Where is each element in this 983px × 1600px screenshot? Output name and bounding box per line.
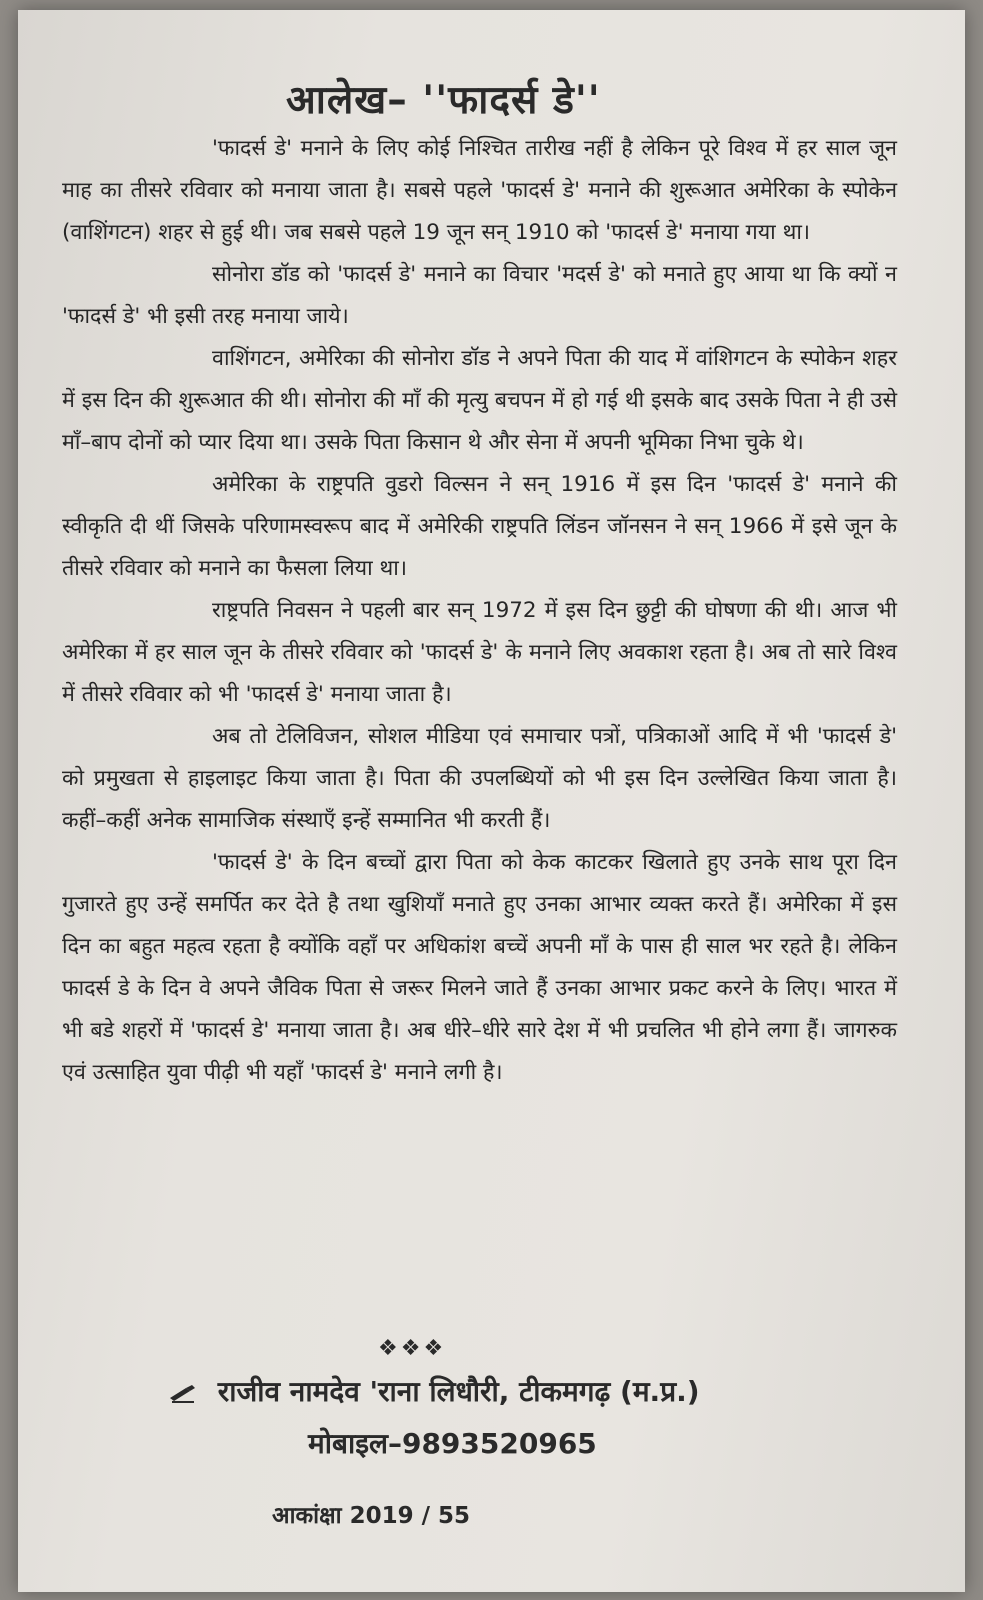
paragraph-6: अब तो टेलिविजन, सोशल मीडिया एवं समाचार पत्रों, पत्रिकाओं आदि में भी 'फादर्स डे' को प्रमुखता से हाइलाइट किया जाता है। पिता की उपलब्धियों को भी इस दिन उल्लेखित किया जाता है। कहीं–कहीं अनेक सामाजिक संस्थाएँ इन्हें सम्मानित भी करती हैं। (62, 724, 897, 833)
paragraph-7: 'फादर्स डे' के दिन बच्चों द्वारा पिता को केक काटकर खिलाते हुए उनके साथ पूरा दिन गुजारते हुए उन्हें समर्पित कर देते है तथा खुशियाँ मनाते हुए उनका आभार व्यक्त करते हैं। अमेरिका में इस दिन का बहुत महत्व रहता है क्योंकि वहाँ पर अधिकांश बच्चें अपनी माँ के पास ही साल भर रहते है। लेकिन फादर्स डे के दिन वे अपने जैविक पिता से जरूर मिलने जाते हैं उनका आभार प्रकट करने के लिए। भारत में भी बडे शहरों में 'फादर्स डे' मनाया जाता है। अब धीरे–धीरे सारे देश में भी प्रचलित भी होने लगा हैं। जागरुक एवं उत्साहित युवा पीढ़ी भी यहाँ 'फादर्स डे' मनाने लगी है। (62, 850, 897, 1085)
article-body (62, 128, 897, 1094)
paragraph-1: 'फादर्स डे' मनाने के लिए कोई निश्चित तारीख नहीं है लेकिन पूरे विश्व में हर साल जून माह का तीसरे रविवार को मनाया जाता है। सबसे पहले 'फादर्स डे' मनाने की शुरूआत अमेरिका के स्पोकेन (वाशिंगटन) शहर से हुई थी। जब सबसे पहले 19 जून सन् 1910 को 'फादर्स डे' मनाया गया था। (62, 136, 897, 245)
section-ornament: ❖❖❖ (378, 1336, 447, 1361)
author-line (168, 1372, 700, 1410)
author-name: राजीव नामदेव 'राना लिधौरी, टीकमगढ़ (म.प्र.) (217, 1375, 700, 1408)
article-title: आलेख– ''फादर्स डे'' (286, 78, 601, 123)
book-page (18, 10, 965, 1592)
paragraph-3: वाशिंगटन, अमेरिका की सोनोरा डॉड ने अपने पिता की याद में वांशिगटन के स्पोकेन शहर में इस दिन की शुरूआत की थी। सोनोरा की माँ की मृत्यु बचपन में हो गई थी इसके बाद उसके पिता ने ही उसे माँ–बाप दोनों को प्यार दिया था। उसके पिता किसान थे और सेना में अपनी भूमिका निभा चुके थे। (62, 346, 897, 455)
paragraph-5: राष्ट्रपति निवसन ने पहली बार सन् 1972 में इस दिन छुट्टी की घोषणा की थी। आज भी अमेरिका में हर साल जून के तीसरे रविवार को 'फादर्स डे' के मनाने लिए अवकाश रहता है। अब तो सारे विश्व में तीसरे रविवार को भी 'फादर्स डे' मनाया जाता है। (62, 598, 897, 707)
paragraph-4: अमेरिका के राष्ट्रपति वुडरो विल्सन ने सन् 1916 में इस दिन 'फादर्स डे' मनाने की स्वीकृति दी थीं जिसके परिणामस्वरूप बाद में अमेरिकी राष्ट्रपति लिंडन जॉनसन ने सन् 1966 में इसे जून के तीसरे रविवार को मनाने का फैसला लिया था। (62, 472, 897, 581)
author-mobile: मोबाइल–9893520965 (308, 1427, 597, 1460)
paragraph-2: सोनोरा डॉड को 'फादर्स डे' मनाने का विचार 'मदर्स डे' को मनाते हुए आया था कि क्यों न 'फादर्स डे' भी इसी तरह मनाया जाये। (62, 262, 897, 329)
page-footer: आकांक्षा 2019 / 55 (272, 1503, 471, 1529)
pen-hand-icon (168, 1382, 198, 1404)
